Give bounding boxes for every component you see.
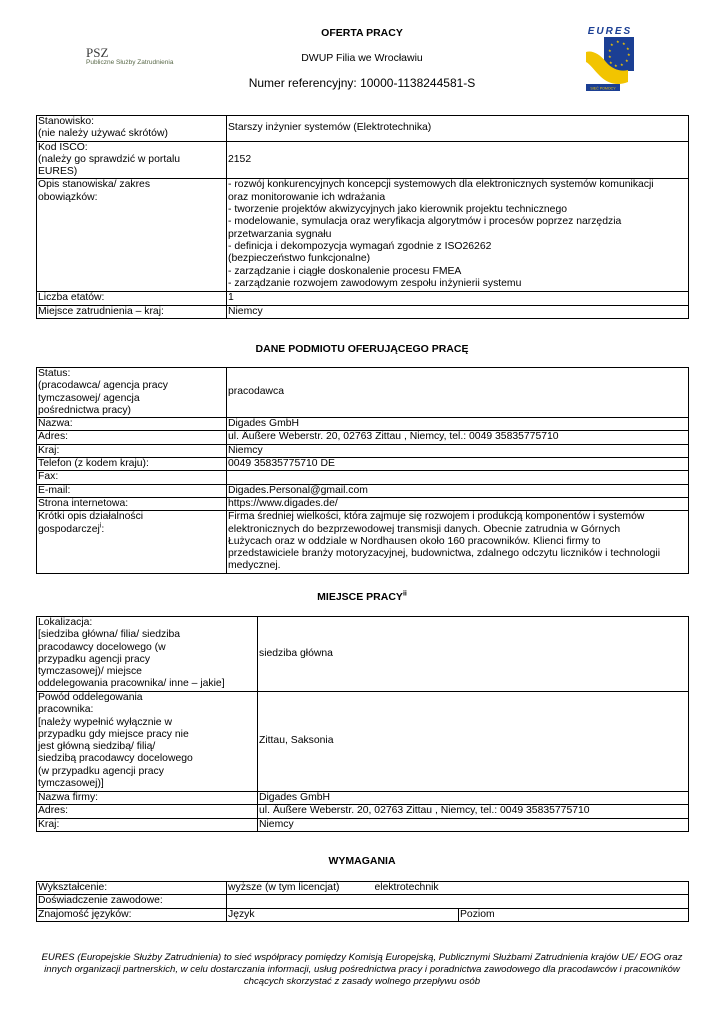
table-row [37,908,689,921]
business-description-value: Firma średniej wielkości, która zajmuje się rozwojem i produkcją komponentów i systemów elektronicznych do bezprzewodowej transmisji danych. Obecnie zatrudnia w Górnych Łużycach oraz w oddziale w Nordhausen około 160 pracowników. Klienci firmy to przedstawiciele branży motoryzacyjnej, budownictwa, zdalnego odczytu liczników i technologii medycznej. [227,511,689,573]
row-label: Stanowisko: (nie należy używać skrótów) [37,116,227,142]
workplace-country-value: Niemcy [258,818,689,831]
row-label: Opis stanowiska/ zakres obowiązków: [37,179,227,292]
requirements-section-title: WYMAGANIA [328,855,396,867]
row-label: Nazwa: [37,418,227,431]
row-label: Wykształcenie: [37,882,227,895]
employer-table [36,367,689,574]
table-row [37,471,689,484]
business-description-label: Krótki opis działalności gospodarczej [38,511,144,535]
table-row [37,805,689,818]
table-row [37,292,689,305]
job-description-value: - rozwój konkurencyjnych koncepcji systemowych dla elektronicznych systemów komunikacji oraz monitorowanie ich wdrażania - tworzenie projektów akwizycyjnych jako kierownik projektu technicznego - modelowanie, symulacja oraz weryfikacja algorytmów i procesów poprzez narzędzia przetwarzania sygnału - definicja i dekompozycja wymagań zgodnie z ISO26262 (bezpieczeństwo funkcjonalne) - zarządzanie i ciągłe doskonalenie procesu FMEA - zarządzanie rozwojem zawodowym zespołu inżynierii systemu [227,179,689,292]
eures-logo-subtext: SIEĆ POMOCY [590,86,616,91]
secondment-reason-value: Zittau, Saksonia [258,692,689,792]
svg-text:★: ★ [625,58,629,63]
table-row [37,882,689,895]
svg-text:★: ★ [620,62,624,67]
row-label: Liczba etatów: [37,292,227,305]
employer-address-value: ul. Äußere Weberstr. 20, 02763 Zittau , Niemcy, tel.: 0049 35835775710 [227,431,689,444]
row-label: Miejsce zatrudnienia – kraj: [37,305,227,318]
table-row [37,895,689,908]
employer-country-value: Niemcy [227,444,689,457]
positions-count-value: 1 [227,292,689,305]
svg-text:★: ★ [608,54,612,59]
document-title: OFERTA PRACY [321,27,403,39]
eures-logo-wordmark: EURES [587,26,633,37]
row-label: Kraj: [37,818,258,831]
table-row [37,179,689,292]
row-label: Strona internetowa: [37,497,227,510]
company-name-value: Digades GmbH [258,792,689,805]
row-label: Nazwa firmy: [37,792,258,805]
level-column-header: Poziom [459,908,689,921]
table-row [37,116,689,142]
label-colon: : [101,523,105,535]
employer-section-title: DANE PODMIOTU OFERUJĄCEGO PRACĘ [255,343,469,355]
row-label: Telefon (z kodem kraju): [37,458,227,471]
education-level-value: wyższe (w tym licencjat) [227,882,375,895]
row-label: Kod ISCO: (należy go sprawdzić w portalu EURES) [37,141,227,179]
fax-value [227,471,689,484]
table-row [37,792,689,805]
row-label: Powód oddelegowania pracownika: [należy wypełnić wyłącznie w przypadku gdy miejsce pracy nie jest główną siedzibą/ filią/ siedzibą pracodawcy docelowego (w przypadku agencji pracy tymczasowej)] [37,692,258,792]
footnote-marker: ii [402,590,407,598]
table-row [37,305,689,318]
isco-code-value: 2152 [227,141,689,179]
eures-logo-graphic [582,24,638,94]
table-row [37,141,689,179]
table-row [37,511,689,573]
psz-logo-abbr: PSZ [86,45,109,60]
row-label: E-mail: [37,484,227,497]
table-row [37,497,689,510]
table-row [37,458,689,471]
position-table [36,115,689,319]
psz-logo-text: Publiczne Służby Zatrudnienia [86,59,174,66]
row-label: Lokalizacja: [siedziba główna/ filia/ siedziba pracodawcy docelowego (w przypadku agencji pracy tymczasowej)/ miejsce oddelegowania pracownika/ inne – jakie] [37,617,258,692]
department-name: DWUP Filia we Wrocławiu [301,52,423,64]
svg-text:★: ★ [610,42,614,47]
svg-text:★: ★ [622,41,626,46]
workplace-table [36,616,689,832]
row-label: Znajomość języków: [37,908,227,921]
country-value: Niemcy [227,305,689,318]
row-label: Adres: [37,431,227,444]
svg-text:★: ★ [614,63,618,68]
table-row [37,418,689,431]
footer-note: EURES (Europejskie Służby Zatrudnienia) to sieć współpracy pomiędzy Komisją Europejską, Publicznymi Służbami Zatrudnienia krajów UE/ EOG oraz innych organizacji partnerskich, w celu dostarczania informacji, usług pośrednictwa pracy i poradnictwa zawodowego dla pracodawców i pracowników chcących skorzystać z zasady wolnego przepływu osób [41,952,683,987]
row-label: Fax: [37,471,227,484]
table-row [37,692,689,792]
requirements-table [36,881,689,922]
row-label: Kraj: [37,444,227,457]
workplace-address-value: ul. Äußere Weberstr. 20, 02763 Zittau , Niemcy, tel.: 0049 35835775710 [258,805,689,818]
row-label: Status: (pracodawca/ agencja pracy tymczasowej/ agencja pośrednictwa pracy) [37,368,227,418]
table-row [37,818,689,831]
row-label: Doświadczenie zawodowe: [37,895,227,908]
language-column-header: Język [227,908,459,921]
experience-value [227,895,689,908]
footnote-marker: i [99,522,102,530]
svg-text:★: ★ [627,52,631,57]
table-row [37,484,689,497]
website-value: https://www.digades.de/ [227,497,689,510]
email-value: Digades.Personal@gmail.com [227,484,689,497]
row-label [37,511,227,573]
table-row [37,617,689,692]
reference-number: Numer referencyjny: 10000-1138244581-S [248,76,476,90]
status-value: pracodawca [227,368,689,418]
svg-text:★: ★ [626,46,630,51]
workplace-title-text: MIEJSCE PRACY [317,591,403,603]
employer-name-value: Digades GmbH [227,418,689,431]
svg-text:★: ★ [608,48,612,53]
location-value: siedziba główna [258,617,689,692]
row-label: Adres: [37,805,258,818]
table-row [37,431,689,444]
svg-text:★: ★ [616,39,620,44]
phone-value: 0049 35835775710 DE [227,458,689,471]
workplace-section-title [0,591,724,603]
education-field-value: elektrotechnik [375,882,689,895]
eures-logo [582,24,638,94]
svg-text:★: ★ [609,60,613,65]
table-row [37,444,689,457]
job-title-value: Starszy inżynier systemów (Elektrotechnika) [227,116,689,142]
table-row [37,368,689,418]
psz-logo [86,46,196,72]
